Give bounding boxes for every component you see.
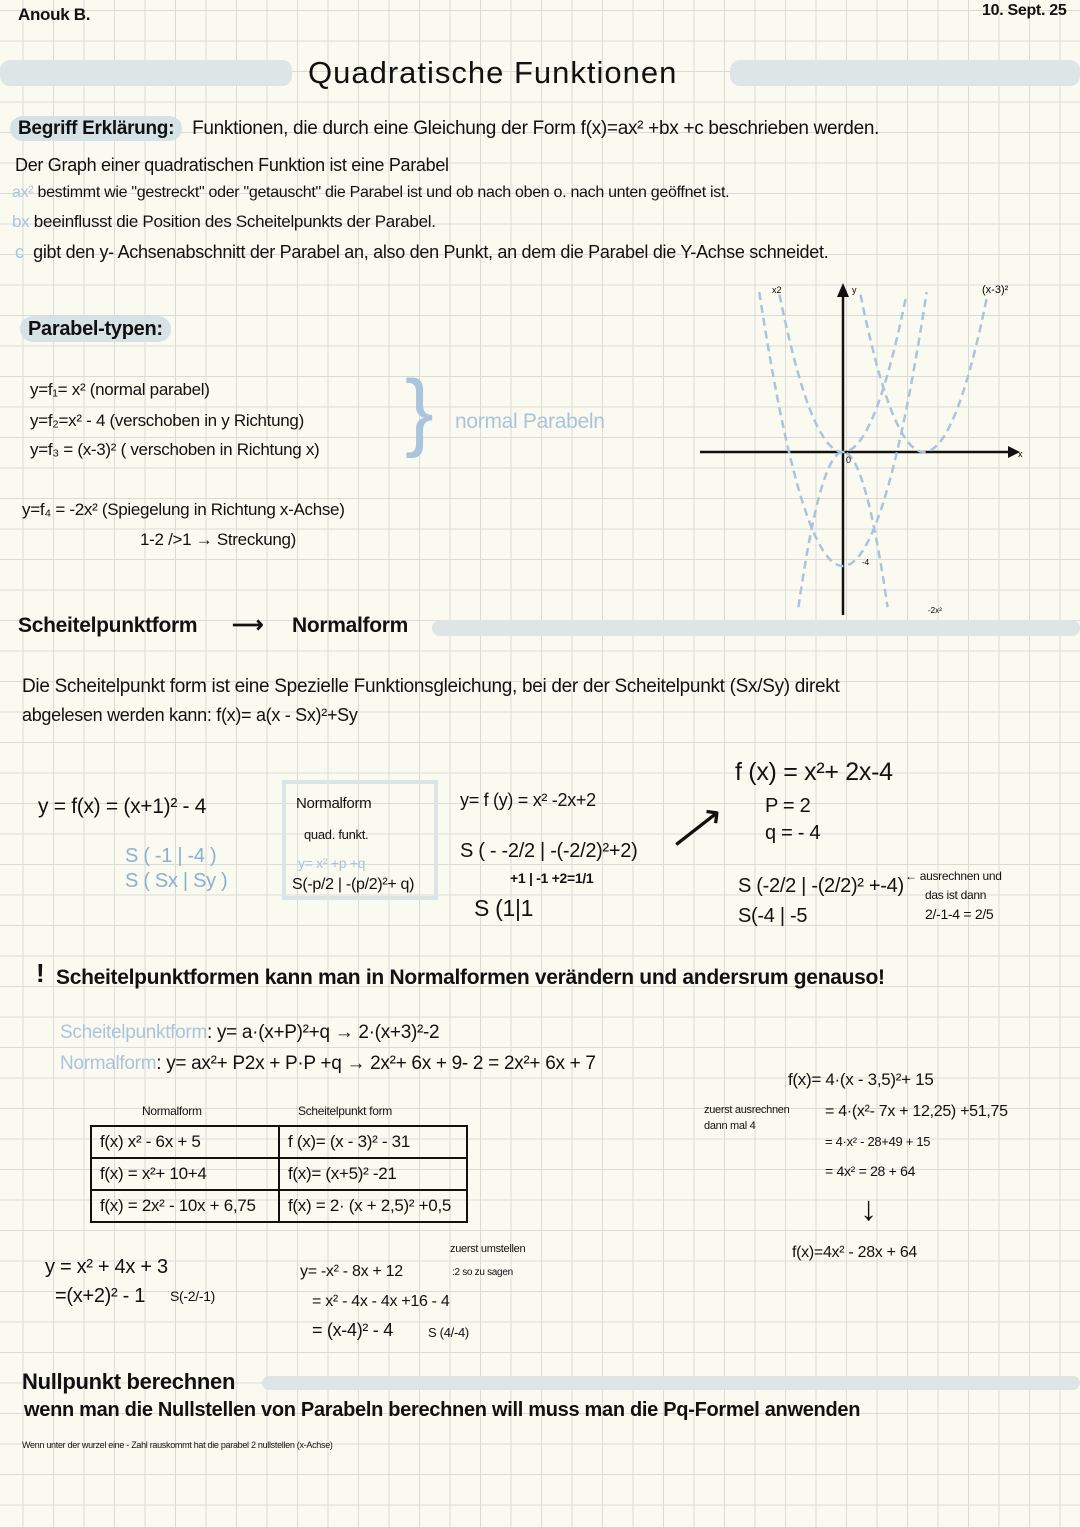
scheitelpunktform-label: Scheitelpunktform [60, 1022, 207, 1043]
conversion-normalform: : y= ax²+ P2x + P·P +q → 2x²+ 6x + 9- 2 = 2x²+ 6x + 7 [156, 1053, 596, 1074]
example5-line1: y= -x² - 8x + 12 [300, 1263, 403, 1280]
right-note1: zuerst ausrechnen [704, 1104, 790, 1116]
brace-label: normal Parabeln [455, 410, 605, 433]
label-origin: 0 [846, 455, 852, 465]
nullpunkt-text: wenn man die Nullstellen von Parabeln berechnen will muss man die Pq-Formel anwenden [24, 1399, 861, 1421]
right-result: f(x)=4x² - 28x + 64 [792, 1244, 918, 1261]
conversion-scheitelpunkt: : y= a·(x+P)²+q → 2·(x+3)²-2 [206, 1022, 440, 1043]
example2-calc: +1 | -1 +2=1/1 [510, 870, 594, 886]
table-cell: f(x) = 2· (x + 2,5)² +0,5 [279, 1190, 467, 1222]
section-heading-normalform: Normalform [292, 614, 409, 637]
label-y: y [852, 285, 857, 295]
table-cell: f(x) = 2x² - 10x + 6,75 [91, 1190, 279, 1222]
page-title: Quadratische Funktionen [308, 55, 678, 90]
example3-vertex-formula: S (-2/2 | -(2/2)² +-4) [738, 875, 904, 897]
example2-result: S (1|1 [474, 895, 534, 921]
warning-text: Scheitelpunktformen kann man in Normalformen verändern und andersrum genauso! [56, 966, 885, 989]
example1-vertex-general: S ( Sx | Sy ) [125, 870, 228, 892]
example3-p: P = 2 [765, 795, 811, 817]
intro-line2: Der Graph einer quadratischen Funktion ist eine Parabel [15, 155, 449, 175]
section-bar [432, 620, 1080, 636]
example3-note2: das ist dann [925, 888, 987, 902]
table-header-scheitelpunktform: Scheitelpunkt form [298, 1104, 392, 1118]
label-x2: x2 [772, 285, 782, 295]
example5-note-a: zuerst umstellen [450, 1243, 526, 1255]
example2-vertex-formula: S ( - -2/2 | -(-2/2)²+2) [460, 840, 638, 862]
box-line2: quad. funkt. [304, 827, 369, 842]
parabola-graph [690, 275, 1070, 625]
author-name: Anouk B. [18, 5, 91, 24]
warning-icon: ! [36, 958, 45, 988]
example3-equation: f (x) = x²+ 2x-4 [735, 758, 893, 786]
example4-vertex: S(-2/-1) [170, 1288, 216, 1304]
intro-line1 [10, 118, 879, 140]
types-heading-text: Parabel-typen: [20, 316, 171, 342]
y-axis-arrow-icon [837, 283, 849, 297]
example1-equation: y = f(x) = (x+1)² - 4 [38, 795, 207, 818]
ax-term: ax² [12, 184, 34, 201]
type-f2: y=f₂=x² - 4 (verschoben in y Richtung) [30, 411, 304, 430]
example5-vertex: S (4/-4) [428, 1325, 469, 1340]
example5-note-b: :2 so zu sagen [452, 1267, 513, 1278]
type-f1: y=f₁= x² (normal parabel) [30, 380, 210, 399]
bx-term: bx [12, 212, 30, 231]
nullpunkt-bar [262, 1376, 1080, 1390]
arrow-down-icon: ↓ [860, 1190, 877, 1228]
example3-note1: ← ausrechnen und [905, 869, 1002, 883]
nullpunkt-note: Wenn unter der wurzel eine - Zahl rauskommt hat die parabel 2 nullstellen (x-Achse) [22, 1440, 333, 1450]
type-f4: y=f₄ = -2x² (Spiegelung in Richtung x-Achse) [22, 500, 345, 519]
intro-bx [12, 212, 436, 232]
example1-vertex: S ( -1 | -4 ) [125, 845, 217, 867]
table-row [91, 1190, 467, 1222]
normalform-label: Normalform [60, 1053, 157, 1074]
arrow-up-right-icon: ⟶ [660, 793, 733, 863]
intro-label: Begriff Erklärung: [10, 116, 182, 141]
example2-equation: y= f (y) = x² -2x+2 [460, 790, 596, 810]
box-line1: Normalform [296, 795, 372, 812]
right-line3: = 4·x² - 28+49 + 15 [825, 1134, 931, 1149]
example5-line3: = (x-4)² - 4 [312, 1320, 393, 1340]
ax-text: bestimmt wie "gestreckt" oder "getauscht" die Parabel ist und ob nach oben o. nach unten geöffnet ist. [37, 184, 730, 201]
table-cell: f(x)= (x+5)² -21 [279, 1158, 467, 1190]
table-header-normalform: Normalform [142, 1104, 202, 1118]
section-desc1: Die Scheitelpunkt form ist eine Spezielle Funktionsgleichung, bei der der Scheitelpunkt (Sx/Sy) direkt [22, 676, 840, 697]
example4-line1: y = x² + 4x + 3 [45, 1256, 168, 1278]
title-bar-right [730, 60, 1080, 86]
c-term: c [15, 242, 24, 262]
example3-q: q = - 4 [765, 822, 821, 844]
box-line3: y= x² +p +q [298, 855, 366, 871]
label-minus-4: -4 [862, 558, 870, 567]
right-line4: = 4x² = 28 + 64 [825, 1163, 916, 1179]
table-cell: f (x)= (x - 3)² - 31 [279, 1126, 467, 1158]
date: 10. Sept. 25 [982, 2, 1067, 19]
section-heading-scheitelpunktform: Scheitelpunktform [18, 614, 198, 637]
conversion-table [90, 1125, 468, 1223]
example5-line2: = x² - 4x - 4x +16 - 4 [312, 1293, 450, 1310]
label-x: x [1018, 449, 1023, 459]
intro-ax [12, 184, 729, 202]
label-minus-2x2: -2x² [928, 606, 942, 615]
right-line2: = 4·(x²- 7x + 12,25) +51,75 [825, 1103, 1008, 1120]
example3-result: S(-4 | -5 [738, 905, 808, 927]
section-desc2: abgelesen werden kann: f(x)= a(x - Sx)²+Sy [22, 705, 358, 725]
table-row [91, 1126, 467, 1158]
conversion-line1 [60, 1022, 439, 1044]
table-cell: f(x) = x²+ 10+4 [91, 1158, 279, 1190]
type-f4-note: 1-2 />1 → Streckung) [140, 530, 297, 549]
right-line1: f(x)= 4·(x - 3,5)²+ 15 [788, 1070, 934, 1089]
types-heading [20, 318, 171, 341]
intro-definition: Funktionen, die durch eine Gleichung der Form f(x)=ax² +bx +c beschrieben werden. [192, 118, 880, 139]
example4-line2: =(x+2)² - 1 [55, 1285, 146, 1307]
right-note2: dann mal 4 [704, 1120, 756, 1132]
box-line4: S(-p/2 | -(p/2)²+ q) [292, 876, 415, 893]
conversion-line2 [60, 1053, 596, 1075]
bx-text: beeinflusst die Position des Scheitelpunkts der Parabel. [33, 212, 436, 231]
nullpunkt-heading: Nullpunkt berechnen [22, 1369, 236, 1394]
intro-c [15, 242, 828, 263]
label-x-minus-3-squared: (x-3)² [982, 284, 1009, 296]
c-text: gibt den y- Achsenabschnitt der Parabel an, also den Punkt, an dem die Parabel die Y-Achse schneidet. [33, 242, 829, 262]
parabola-x-minus-3-squared [861, 295, 988, 452]
table-row [91, 1158, 467, 1190]
title-bar-left [0, 60, 292, 86]
brace-icon: } [405, 363, 434, 459]
type-f3: y=f₃ = (x-3)² ( verschoben in Richtung x) [30, 440, 320, 459]
example3-note3: 2/-1-4 = 2/5 [925, 906, 994, 922]
table-cell: f(x) x² - 6x + 5 [91, 1126, 279, 1158]
arrow-icon: ⟶ [232, 612, 264, 637]
